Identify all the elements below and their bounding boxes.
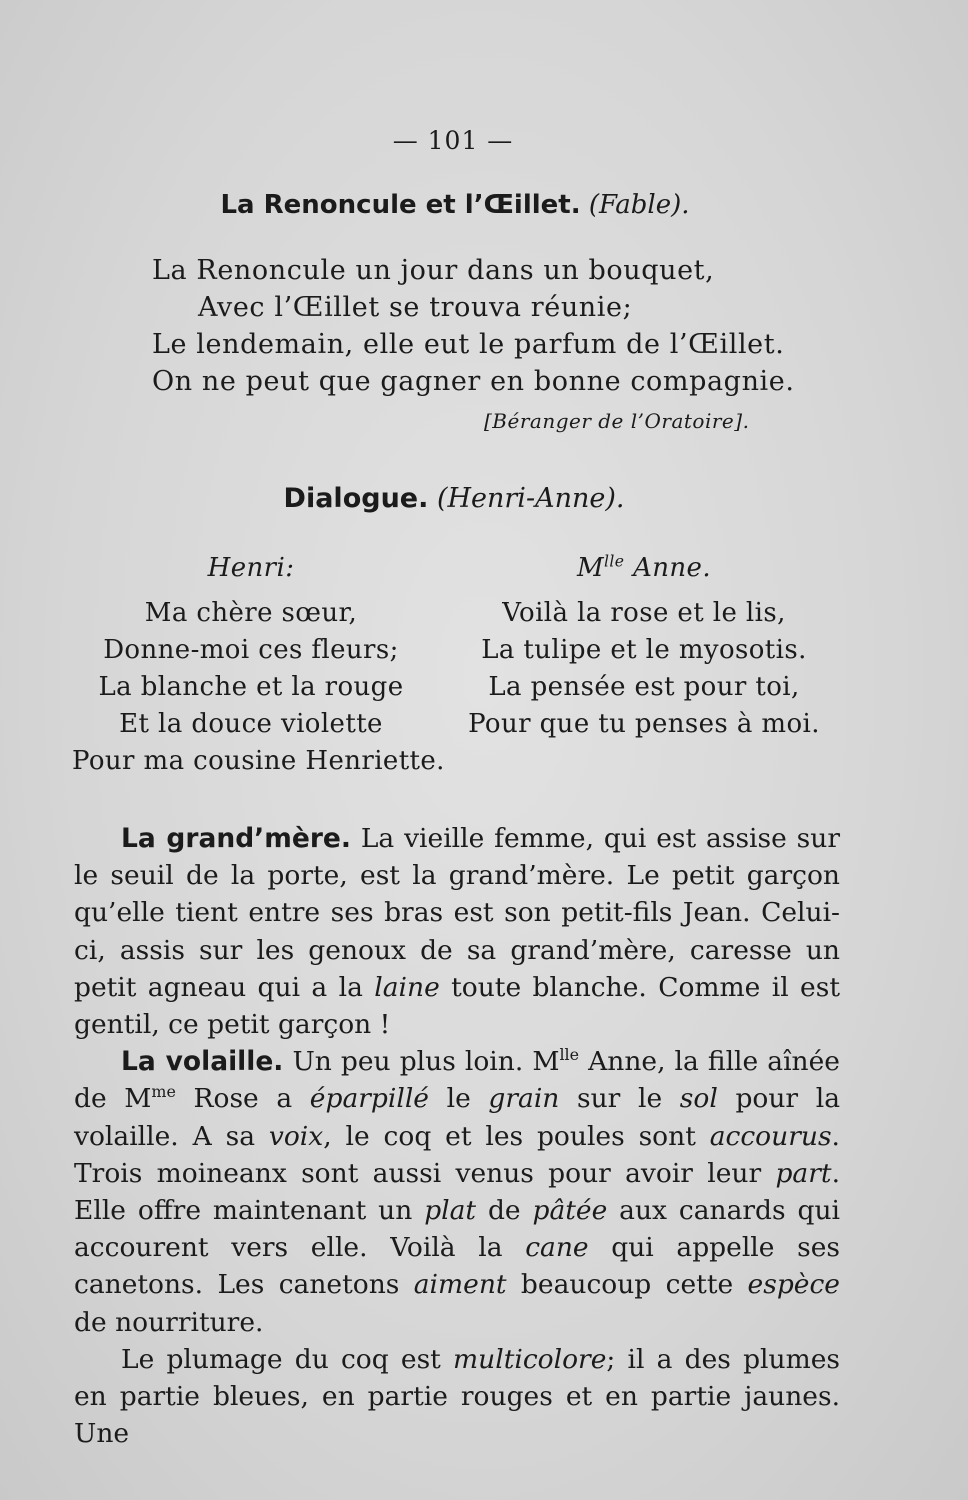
dialogue-line: Pour que tu penses à moi. xyxy=(468,709,820,739)
speaker-henri: Henri: xyxy=(207,553,295,583)
dialogue-line: Pour ma cousine Henriette. xyxy=(72,746,445,776)
italic-run: cane xyxy=(525,1232,589,1264)
text-run: qui appelle ses canetons. Les canetons xyxy=(74,1232,840,1301)
speaker-anne-name: Anne. xyxy=(633,553,712,583)
text-run: toute blanche. Comme il est gentil, ce petit garçon ! xyxy=(74,971,840,1041)
text-run: . Trois moineanx sont aussi venus pour avoir leur xyxy=(74,1120,840,1189)
italic-run: part xyxy=(775,1157,832,1189)
italic-run: multicolore xyxy=(453,1343,607,1375)
poem-line: Avec l’Œillet se trouva réunie; xyxy=(198,292,633,323)
italic-run: laine xyxy=(374,971,440,1003)
heading-volaille: La volaille. xyxy=(121,1046,284,1078)
text-run: aux canards qui accourent vers elle. Voilà la xyxy=(74,1195,840,1264)
speaker-anne xyxy=(464,550,824,587)
italic-run: sol xyxy=(679,1083,718,1115)
text-run: le xyxy=(428,1083,489,1115)
text-run: ; il a des plumes en partie bleues, en partie rouges et en partie jaunes. Une xyxy=(74,1343,840,1450)
text-run: , le coq et les poules sont xyxy=(323,1120,710,1152)
dialogue-line: Et la douce violette xyxy=(119,709,383,739)
dialogue-line: Ma chère sœur, xyxy=(144,598,358,628)
speaker-anne-sup: lle xyxy=(604,552,625,571)
text-run: La vieille femme, qui est assise sur le seuil de la porte, est la grand’mère. Le petit garçon qu’elle tient entre ses bras est son petit-fils Jean. Celui-ci, assis sur les genoux de sa grand’mère, caresse un petit agneau qui a la xyxy=(74,823,840,1003)
heading-grandmere: La grand’mère. xyxy=(121,823,351,854)
italic-run: voix xyxy=(268,1120,324,1152)
superscript: lle xyxy=(559,1045,580,1065)
dialogue-title-text: Dialogue. xyxy=(283,483,429,514)
dialogue-line: Donne-moi ces fleurs; xyxy=(103,635,399,665)
dialogue-henri xyxy=(72,550,445,780)
italic-run: espèce xyxy=(747,1269,840,1301)
poem-line: La Renoncule un jour dans un bouquet, xyxy=(152,255,715,286)
fable-attribution: [Béranger de l’Oratoire]. xyxy=(484,409,750,433)
italic-run: éparpillé xyxy=(309,1083,429,1115)
superscript: me xyxy=(151,1082,176,1102)
fable-subtitle: (Fable). xyxy=(588,190,690,220)
text-run: Le plumage du coq est xyxy=(121,1343,454,1375)
prose-body xyxy=(74,820,840,1452)
italic-run: grain xyxy=(488,1083,560,1115)
text-run: Anne, la fille aînée de M xyxy=(74,1046,840,1115)
speaker-anne-prefix: M xyxy=(576,553,605,583)
italic-run: plat xyxy=(424,1195,477,1227)
poem-line: Le lendemain, elle eut le parfum de l’Œillet. xyxy=(152,329,785,360)
text-run: Rose a xyxy=(175,1083,310,1115)
poem-line: On ne peut que gagner en bonne compagnie. xyxy=(152,366,795,397)
page-number: — 101 — xyxy=(392,126,514,155)
dialogue-subtitle: (Henri-Anne). xyxy=(436,483,625,514)
paragraph-plumage xyxy=(74,1341,840,1453)
dialogue-title xyxy=(0,483,908,514)
text-run: . Elle offre maintenant un xyxy=(74,1157,840,1227)
dialogue-line: La blanche et la rouge xyxy=(98,672,404,702)
paragraph-grandmere xyxy=(74,820,840,1043)
text-run: Un peu plus loin. M xyxy=(283,1046,560,1078)
text-run: de nourriture. xyxy=(74,1306,264,1338)
italic-run: accourus xyxy=(709,1120,832,1152)
dialogue-anne xyxy=(464,550,824,743)
dialogue-line: La tulipe et le myosotis. xyxy=(481,635,807,665)
text-run: de xyxy=(476,1195,533,1227)
fable-title xyxy=(0,190,910,220)
text-run: pour la volaille. A sa xyxy=(74,1083,840,1152)
fable-title-text: La Renoncule et l’Œillet. xyxy=(220,190,581,220)
italic-run: pâtée xyxy=(532,1195,608,1227)
dialogue-line: Voilà la rose et le lis, xyxy=(502,598,786,628)
dialogue-line: La pensée est pour toi, xyxy=(488,672,800,702)
text-run: sur le xyxy=(559,1083,680,1115)
italic-run: aiment xyxy=(413,1269,507,1301)
fable-poem xyxy=(152,252,795,400)
paragraph-volaille xyxy=(74,1043,840,1341)
text-run: beaucoup cette xyxy=(506,1269,748,1301)
